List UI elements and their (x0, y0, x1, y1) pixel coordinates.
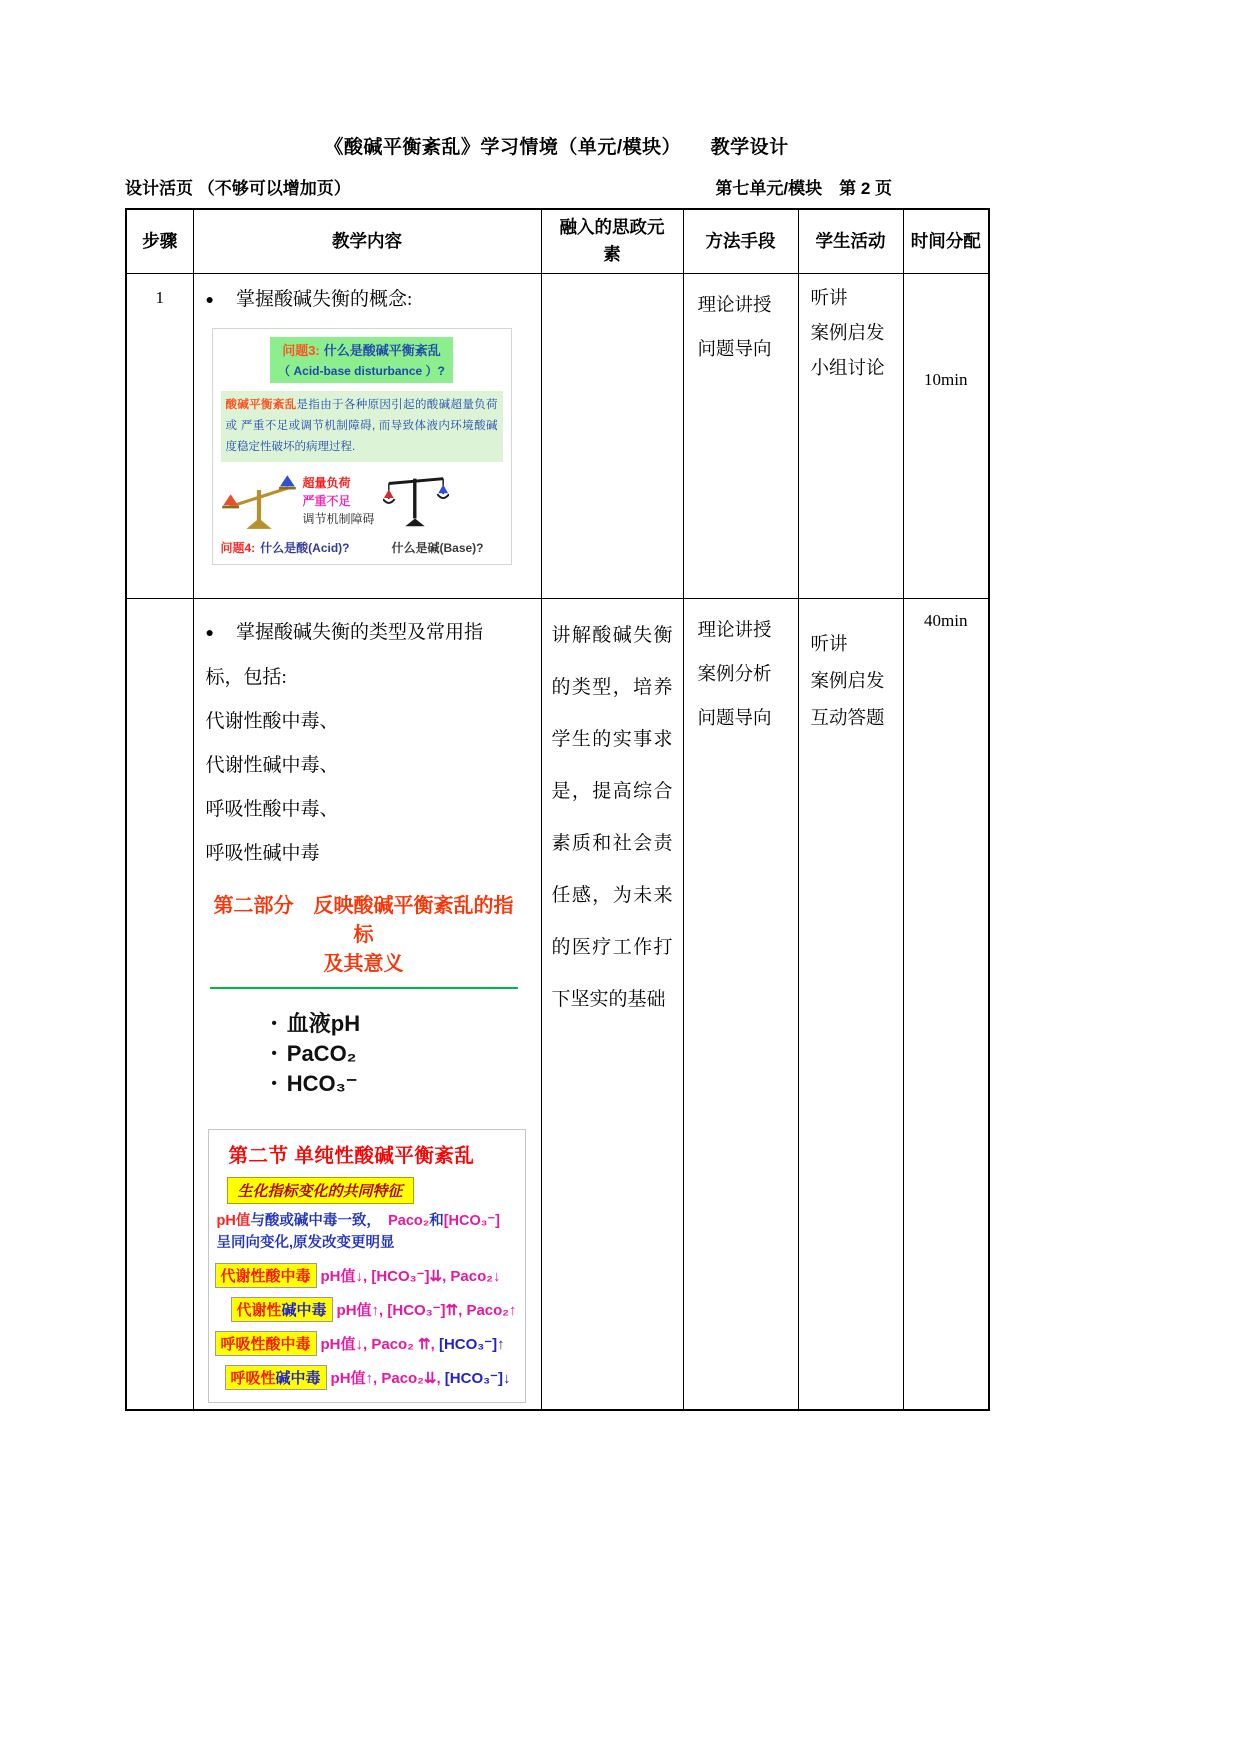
method-item: 理论讲授 (697, 295, 772, 316)
bullet-icon: ● (205, 292, 214, 308)
col-header-ideology-label: 融入的思政元素 (559, 217, 665, 265)
bullet-icon: ● (205, 625, 214, 641)
formula-text: pH值↑, [HCO₃⁻]⇈, Paco₂↑ (336, 1301, 517, 1319)
feature-explanation (217, 1210, 519, 1254)
question4-acid: 什么是酸(Acid)? (260, 540, 350, 555)
expl-and: 和 (429, 1212, 444, 1229)
type-formula (321, 1336, 505, 1353)
page-title: 《酸碱平衡紊乱》学习情境（单元/模块） 教学设计 (324, 137, 789, 158)
activity-item: 互动答题 (810, 708, 885, 729)
indicator-label: PaCO₂ (286, 1040, 357, 1066)
scale-labels (303, 474, 375, 528)
col-header-time: 时间分配 (903, 209, 989, 273)
type-label-text: 代谢性 (236, 1301, 282, 1319)
label-regulation: 调节机制障碍 (302, 511, 375, 526)
activity-item: 听讲 (810, 634, 848, 655)
col-header-methods: 方法手段 (683, 209, 798, 273)
table-header-row (126, 209, 989, 273)
acid-base-type-row (215, 1263, 519, 1288)
methods-cell (683, 273, 798, 598)
ideology-cell-empty (541, 273, 683, 598)
type-label-text: 呼吸性 (230, 1369, 276, 1387)
formula-text: [HCO₃⁻]↑ (438, 1335, 505, 1353)
expl-ph: pH值 (216, 1212, 251, 1229)
slide-question3 (221, 337, 503, 383)
type-list-item: 呼吸性酸中毒、 (205, 798, 339, 820)
acid-base-type-row (215, 1331, 519, 1356)
time-allocation: 40min (903, 598, 989, 1410)
content-heading (206, 286, 531, 314)
activity-item: 小组讨论 (810, 358, 885, 379)
balance-scale-tilted-icon (221, 469, 297, 532)
expl-hco3: [HCO₃⁻] (443, 1212, 500, 1229)
part2-title-line1: 第二部分 反映酸碱平衡紊乱的指标 (213, 894, 514, 946)
activity-item: 案例启发 (810, 323, 885, 344)
type-formula (337, 1302, 517, 1319)
label-overload: 超量负荷 (302, 475, 351, 490)
section2-title: 第二节 单纯性酸碱平衡紊乱 (228, 1144, 475, 1167)
step-number: 1 (126, 273, 193, 598)
type-formula (331, 1370, 511, 1387)
balance-scale-icon (383, 468, 449, 532)
acid-base-type-row (231, 1297, 519, 1322)
type-formula (321, 1268, 501, 1285)
type-list-item: 呼吸性碱中毒 (205, 842, 320, 864)
activities-cell (798, 273, 903, 598)
dot-bullet-icon: • (271, 1014, 277, 1032)
teaching-content-cell (193, 598, 541, 1410)
label-shortage: 严重不足 (302, 493, 351, 508)
type-list-item: 代谢性碱中毒、 (205, 754, 339, 776)
content-heading-text: 掌握酸碱失衡的类型及常用指标，包括: (205, 621, 483, 688)
slide-section2 (208, 1129, 526, 1403)
type-label (225, 1365, 327, 1390)
indicator-label: HCO₃⁻ (286, 1070, 358, 1096)
slide-part2-title (210, 892, 518, 989)
expl-line2: 呈同向变化,原发改变更明显 (216, 1234, 395, 1251)
question3-title: 什么是酸碱平衡紊乱 (323, 342, 441, 358)
type-label-text: 碱中毒 (281, 1301, 327, 1319)
type-label-text: 碱中毒 (275, 1369, 321, 1387)
type-label-text: 代谢性酸中毒 (220, 1267, 311, 1285)
definition-term: 酸碱平衡紊乱 (225, 398, 297, 411)
teaching-design-table (125, 208, 990, 1411)
acid-base-type-row (225, 1365, 519, 1390)
type-list-item: 代谢性酸中毒、 (205, 710, 339, 732)
page-content (125, 0, 988, 1411)
col-header-content: 教学内容 (193, 209, 541, 273)
indicator-item (272, 1069, 531, 1099)
slide-acid-base-concept (212, 328, 512, 565)
subtitle-row (125, 174, 988, 199)
unit-page-note: 第七单元/模块 第 2 页 (715, 179, 892, 198)
ideology-cell: 讲解酸碱失衡的类型，培养学生的实事求是，提高综合素质和社会责任感，为未来的医疗工作打下坚实的基础 (541, 598, 683, 1410)
col-header-step: 步骤 (126, 209, 193, 273)
method-item: 问题导向 (697, 339, 772, 360)
col-header-ideology (541, 209, 683, 273)
type-label (215, 1331, 317, 1356)
step-number-empty (126, 598, 193, 1410)
feature-heading: 生化指标变化的共同特征 (227, 1177, 414, 1204)
activities-cell (798, 598, 903, 1410)
type-label (231, 1297, 333, 1322)
type-label-text: 呼吸性酸中毒 (220, 1335, 311, 1353)
formula-text: [HCO₃⁻]↓ (444, 1369, 511, 1387)
design-sheet-note: 设计活页 （不够可以增加页） (125, 179, 351, 198)
expl-text: 与酸或碱中毒一致， (250, 1212, 389, 1229)
part2-title-line2: 及其意义 (323, 952, 404, 975)
table-row (126, 598, 989, 1410)
definition-paragraph (221, 391, 503, 462)
activity-item: 听讲 (810, 288, 848, 309)
content-heading (206, 611, 506, 700)
definition-text: 是指由于各种原因引起的酸碱超量负荷或 严重不足或调节机制障碍, 而导致体液内环境酸碱度稳定性破坏的病理过程. (225, 398, 498, 453)
formula-text: pH值↑, Paco₂⇊, (330, 1369, 441, 1387)
balance-scales-figure (221, 468, 503, 532)
activity-item: 案例启发 (810, 671, 885, 692)
indicator-list (272, 1009, 531, 1099)
question4-base: 什么是碱(Base)? (391, 540, 484, 555)
type-label (215, 1263, 317, 1288)
dot-bullet-icon: • (271, 1074, 277, 1092)
indicator-item (272, 1039, 531, 1069)
expl-paco2: Paco₂ (388, 1212, 430, 1229)
time-allocation: 10min (903, 273, 989, 598)
slide-question4 (221, 539, 503, 556)
question3-english: （ Acid-base disturbance ）? (278, 363, 445, 378)
col-header-activities: 学生活动 (798, 209, 903, 273)
content-heading-text: 掌握酸碱失衡的概念: (235, 288, 413, 310)
acid-base-type-list (206, 700, 531, 876)
method-item: 案例分析 (697, 664, 772, 685)
indicator-label: 血液pH (286, 1010, 361, 1036)
method-item: 问题导向 (697, 708, 772, 729)
indicator-item (272, 1009, 531, 1039)
question3-highlight (270, 337, 453, 383)
table-row (126, 273, 989, 598)
teaching-content-cell (193, 273, 541, 598)
methods-cell (683, 598, 798, 1410)
formula-text: pH值↓, Paco₂ ⇈, (320, 1335, 435, 1353)
question3-label: 问题3: (282, 342, 320, 358)
dot-bullet-icon: • (271, 1044, 277, 1062)
method-item: 理论讲授 (697, 620, 772, 641)
formula-text: pH值↓, [HCO₃⁻]⇊, Paco₂↓ (320, 1267, 501, 1285)
question4-label: 问题4: (220, 540, 256, 555)
